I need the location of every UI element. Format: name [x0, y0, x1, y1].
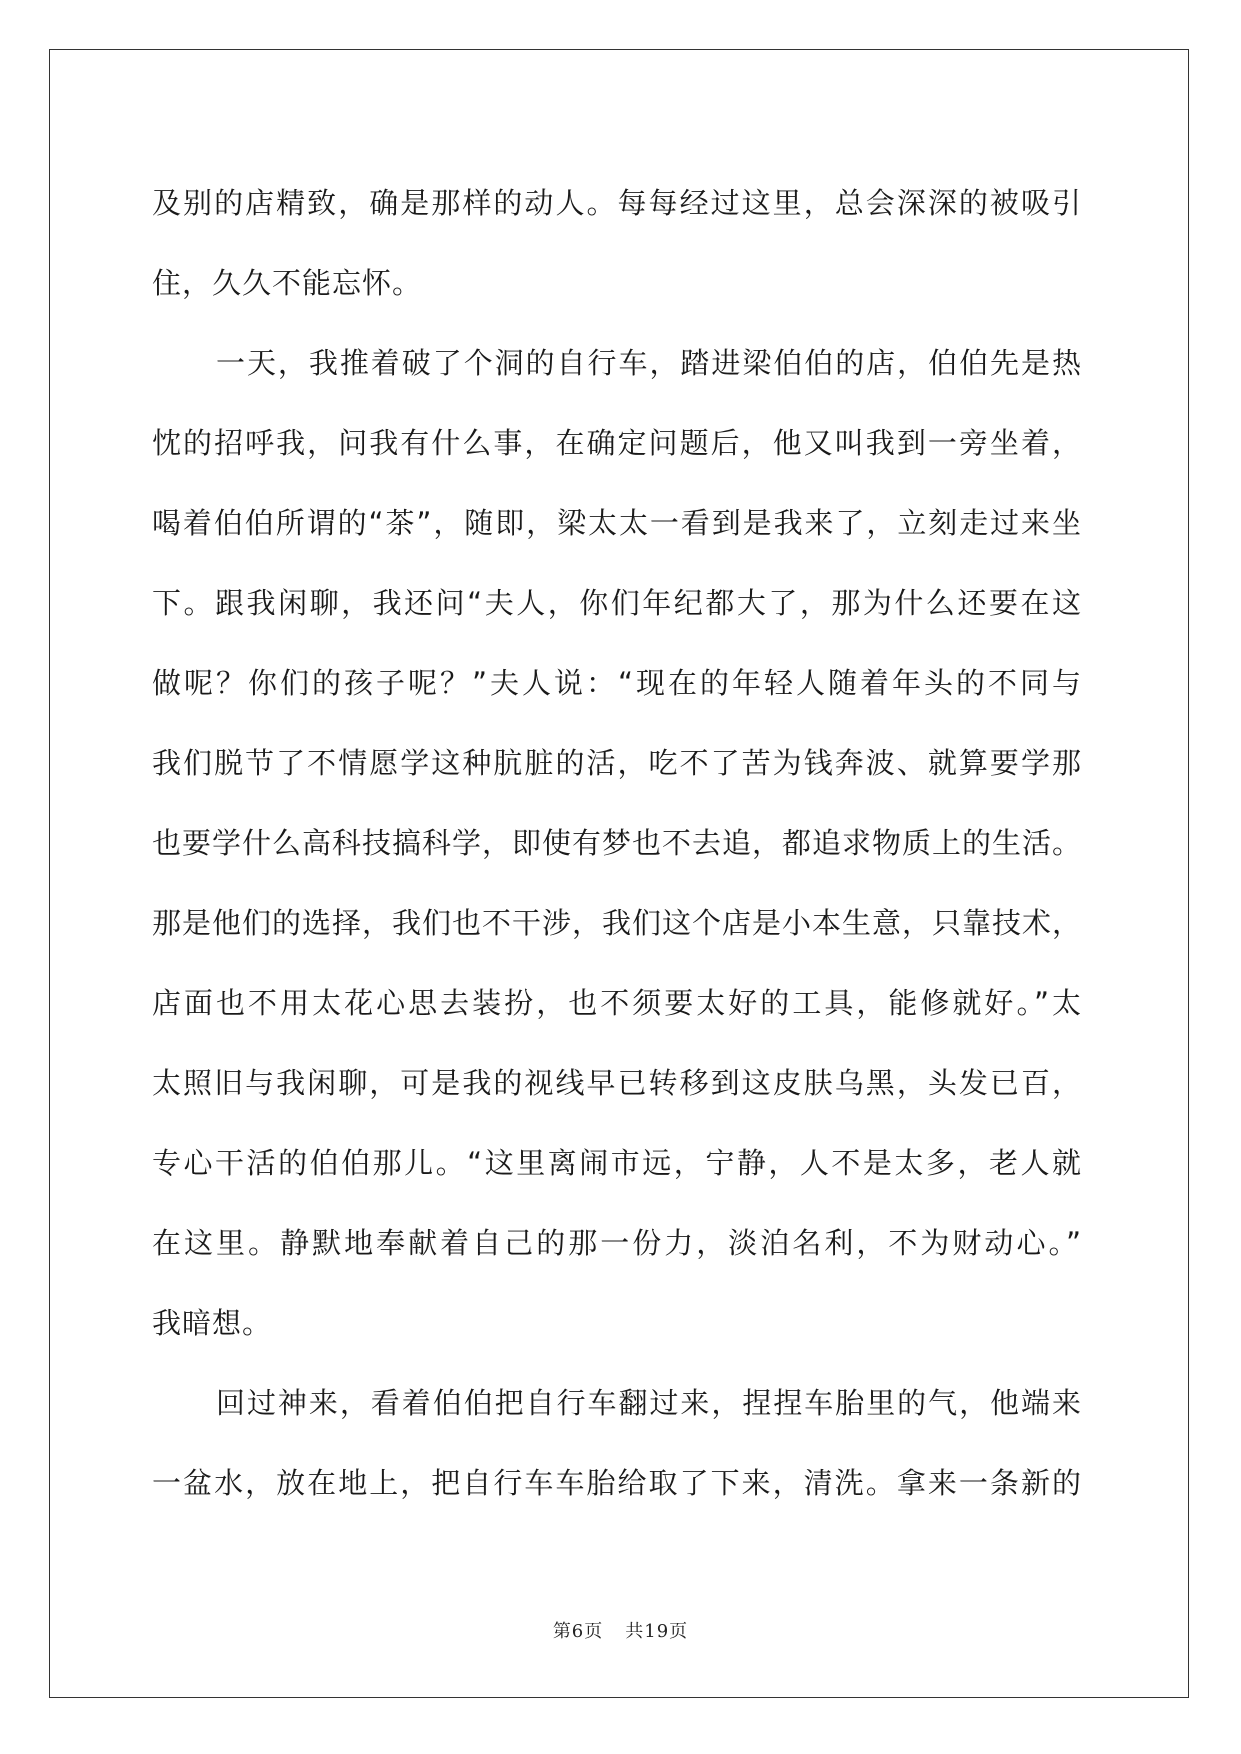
text-line: 太照旧与我闲聊，可是我的视线早已转移到这皮肤乌黑，头发已百，	[152, 1066, 1082, 1100]
text-line: 也要学什么高科技搞科学，即使有梦也不去追，都追求物质上的生活。	[152, 826, 1083, 860]
page-number: 第6页	[552, 1621, 604, 1642]
text-line: 我暗想。	[152, 1306, 273, 1340]
text-line: 在这里。静默地奉献着自己的那一份力，淡泊名利，不为财动心。”	[152, 1226, 1082, 1260]
text-line: 那是他们的选择，我们也不干涉，我们这个店是小本生意，只靠技术，	[152, 906, 1083, 940]
text-line: 及别的店精致，确是那样的动人。每每经过这里，总会深深的被吸引	[152, 186, 1082, 220]
text-line: 店面也不用太花心思去装扮，也不须要太好的工具，能修就好。”太	[152, 986, 1082, 1020]
text-line: 一盆水，放在地上，把自行车车胎给取了下来，清洗。拿来一条新的	[152, 1466, 1082, 1500]
text-line: 我们脱节了不情愿学这种肮脏的活，吃不了苦为钱奔波、就算要学那	[152, 746, 1082, 780]
page-footer	[0, 1617, 1241, 1643]
document-body	[152, 163, 1082, 1523]
paragraph-first-line: 一天，我推着破了个洞的自行车，踏进梁伯伯的店，伯伯先是热	[216, 346, 1082, 380]
text-line: 下。跟我闲聊，我还问“夫人，你们年纪都大了，那为什么还要在这	[152, 586, 1082, 620]
text-line: 做呢？你们的孩子呢？”夫人说：“现在的年轻人随着年头的不同与	[152, 666, 1082, 700]
text-line: 住，久久不能忘怀。	[152, 266, 423, 300]
text-line: 喝着伯伯所谓的“茶”，随即，梁太太一看到是我来了，立刻走过来坐	[152, 506, 1082, 540]
text-line: 专心干活的伯伯那儿。“这里离闹市远，宁静，人不是太多，老人就	[152, 1146, 1082, 1180]
text-line: 忱的招呼我，问我有什么事，在确定问题后，他又叫我到一旁坐着，	[152, 426, 1082, 460]
paragraph-first-line: 回过神来，看着伯伯把自行车翻过来，捏捏车胎里的气，他端来	[216, 1386, 1082, 1420]
page-total: 共19页	[625, 1621, 689, 1642]
